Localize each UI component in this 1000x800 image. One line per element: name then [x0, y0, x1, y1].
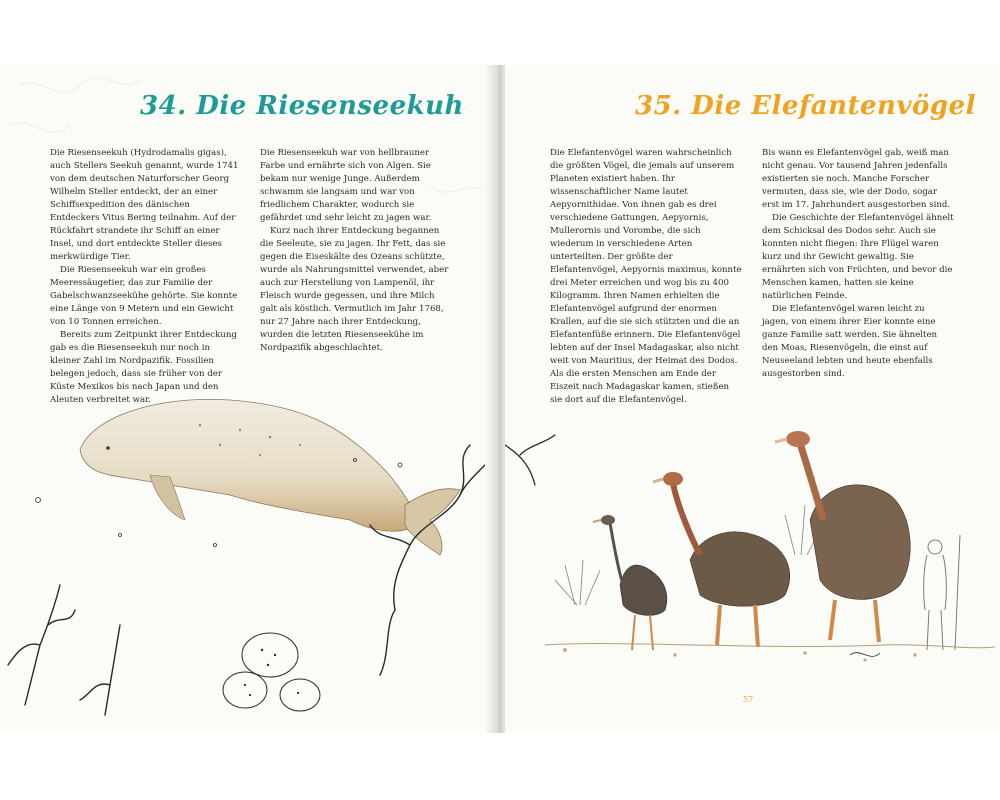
- small-elephant-bird: [593, 515, 667, 650]
- medium-elephant-bird: [653, 472, 790, 647]
- left-page: [0, 65, 495, 733]
- coral-plant: [223, 633, 320, 711]
- elephant-birds-illustration: [505, 65, 1000, 733]
- paragraph: Die Elefantenvögel waren wahrscheinlich die größten Vögel, die jemals auf unserem Planeten existiert haben. Ihr wissenschaftlicher Name lautet Aepyornithidae. Von ihnen gab es drei verschiedene Gattungen, Aepyornis, Mullerornis und Vorombe, die sich wiederum in verschiedene Arten unterteilten. Der größte der Elefantenvögel, Aepyornis maximus, konnte drei Meter erreichen und wog bis zu 400 Kilogramm. Ihren Namen erhielten die Elefantenvögel aufgrund der enormen Krallen, auf die sie sich stützten und die an Elefantenfüße erinnern. Die Elefantenvögel lebten auf der Insel Madagaskar, also nicht weit von Mauritius, der Heimat des Dodos. Als die ersten Menschen am Ende der Eiszeit nach Madagaskar kamen, stießen sie dort auf die Elefantenvögel.: [550, 148, 742, 405]
- sea-cow-body: [80, 399, 420, 531]
- right-page: [505, 65, 1000, 733]
- paragraph: Die Geschichte der Elefantenvögel ähnelt dem Schicksal des Dodos sehr. Auch sie konnten nicht fliegen: Ihre Flügel waren kurz und ihr Gewicht gewaltig. Sie ernährten sich von Früchten, und bevor die Menschen kamen, hatten sie keine natürlichen Feinde.: [762, 213, 954, 301]
- paragraph: Die Riesenseekuh (Hydrodamalis gigas), auch Stellers Seekuh genannt, wurde 1741 von dem deutschen Naturforscher Georg Wilhelm Steller entdeckt, der an einer Schiffsexpedition des dänischen Entdeckers Vitus Bering teilnahm. Auf der Rückfahrt strandete ihr Schiff an einer Insel, und dort entdeckte Steller dieses merkwürdige Tier.: [50, 148, 239, 262]
- sea-cow-illustration: [0, 65, 495, 733]
- paragraph: Kurz nach ihrer Entdeckung begannen die Seeleute, sie zu jagen. Ihr Fett, das sie gegen die Eiseskälte des Ozeans schützte, wurde als Nahrungsmittel verwendet, aber auch zur Herstellung von Lampenöl, ihr Fleisch wurde gegessen, und ihre Milch galt als köstlich. Vermutlich im Jahr 1768, nur 27 Jahre nach ihrer Entdeckung, wurden die letzten Riesenseekühe im Nordpazifik abgeschlachtet.: [260, 226, 449, 353]
- page-number: 57: [743, 695, 754, 704]
- page-title: 35. Die Elefantenvögel: [635, 91, 976, 121]
- book-spread: [0, 65, 1000, 733]
- paragraph: Bereits zum Zeitpunkt ihrer Entdeckung gab es die Riesenseekuh nur noch in kleiner Zahl im Nordpazifik. Fossilien belegen jedoch, dass sie früher von der Küste Mexikos bis nach Japan und den Aleuten verbreitet war.: [50, 330, 237, 405]
- paragraph: Die Riesenseekuh war von hellbrauner Farbe und ernährte sich von Algen. Sie bekam nur wenige Junge. Außerdem schwamm sie langsam und war von friedlichem Charakter, wodurch sie gefährdet und sehr leicht zu jagen war.: [260, 148, 432, 223]
- paragraph: Bis wann es Elefantenvögel gab, weiß man nicht genau. Vor tausend Jahren jedenfalls existierten sie noch. Manche Forscher vermuten, dass sie, wie der Dodo, sogar erst im 17. Jahrhundert ausgestorben sind.: [762, 148, 951, 210]
- page-title: 34. Die Riesenseekuh: [140, 91, 464, 121]
- paragraph: Die Riesenseekuh war ein großes Meeressäugetier, das zur Familie der Gabelschwanzseekühe gehörte. Sie konnte eine Länge von 9 Metern und ein Gewicht von 10 Tonnen erreichen.: [50, 265, 238, 327]
- human-silhouette-outline: [924, 535, 960, 650]
- large-elephant-bird: [775, 431, 910, 642]
- paragraph: Die Elefantenvögel waren leicht zu jagen, von einem ihrer Eier konnte eine ganze Familie satt werden. Sie ähnelten den Moas, Riesenvögeln, die einst auf Neuseeland lebten und heute ebenfalls ausgestorben sind.: [762, 304, 938, 379]
